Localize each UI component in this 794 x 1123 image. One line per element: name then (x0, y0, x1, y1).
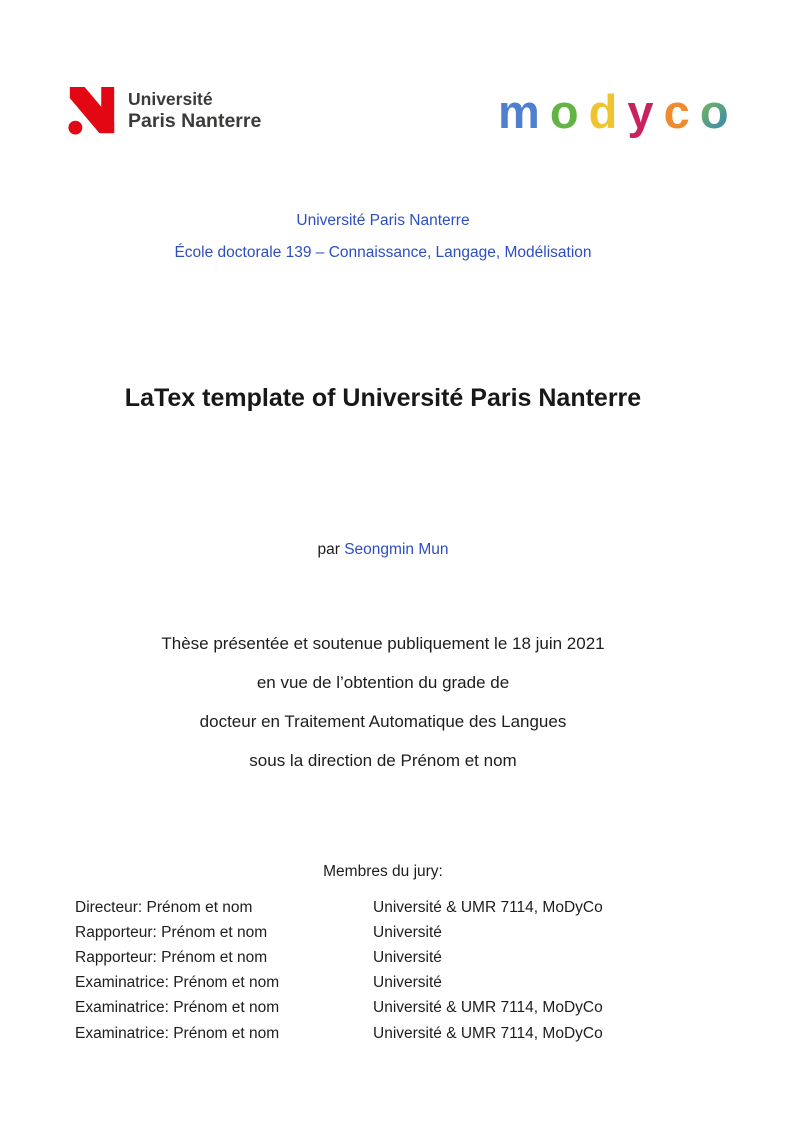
jury-affiliation: Université (373, 974, 442, 992)
table-row (75, 945, 723, 970)
table-row (75, 1021, 723, 1046)
jury-role-name: Examinatrice: Prénom et nom (75, 974, 280, 992)
thesis-line-2: en vue de l’obtention du grade de (256, 673, 510, 692)
jury-table (75, 895, 723, 1046)
upn-logo-line1: Université (128, 89, 213, 110)
thesis-line-1: Thèse présentée et soutenue publiquement le 18 juin 2021 (161, 634, 605, 653)
table-row (75, 971, 723, 996)
thesis-line-4: sous la direction de Prénom et nom (249, 751, 517, 770)
upn-logo (68, 84, 261, 138)
jury-affiliation: Université & UMR 7114, MoDyCo (373, 1024, 603, 1042)
jury-role-name: Examinatrice: Prénom et nom (75, 1024, 280, 1042)
modyco-letter-y: y (627, 85, 653, 138)
jury-affiliation: Université (373, 948, 442, 966)
modyco-letter-c: c (663, 85, 689, 138)
author-line (0, 541, 766, 559)
jury-affiliation: Université & UMR 7114, MoDyCo (373, 898, 603, 916)
jury-affiliation: Université & UMR 7114, MoDyCo (373, 999, 603, 1017)
modyco-letter-m: m (498, 85, 539, 138)
page-title: LaTex template of Université Paris Nanterre (124, 384, 642, 412)
jury-affiliation: Université (373, 923, 442, 941)
modyco-letter-o1: o (549, 85, 578, 138)
modyco-letter-o2: o (699, 85, 728, 138)
header-doctoral-school: École doctorale 139 – Connaissance, Langage, Modélisation (174, 244, 592, 261)
table-row (75, 920, 723, 945)
jury-role-name: Rapporteur: Prénom et nom (75, 948, 268, 966)
upn-n-mark-icon (68, 84, 116, 138)
table-row (75, 996, 723, 1021)
modyco-logo (498, 86, 727, 138)
jury-role-name: Directeur: Prénom et nom (75, 898, 253, 916)
modyco-letter-d: d (588, 85, 616, 138)
jury-role-name: Rapporteur: Prénom et nom (75, 923, 268, 941)
jury-role-name: Examinatrice: Prénom et nom (75, 999, 280, 1017)
upn-logo-text (128, 89, 261, 133)
author-name-link[interactable]: Seongmin Mun (344, 541, 449, 558)
jury-heading: Membres du jury: (323, 863, 443, 880)
table-row (75, 895, 723, 920)
upn-logo-line2: Paris Nanterre (128, 109, 262, 132)
header-university: Université Paris Nanterre (296, 212, 470, 229)
thesis-line-3: docteur en Traitement Automatique des Langues (199, 712, 567, 731)
author-prefix: par (317, 541, 345, 558)
